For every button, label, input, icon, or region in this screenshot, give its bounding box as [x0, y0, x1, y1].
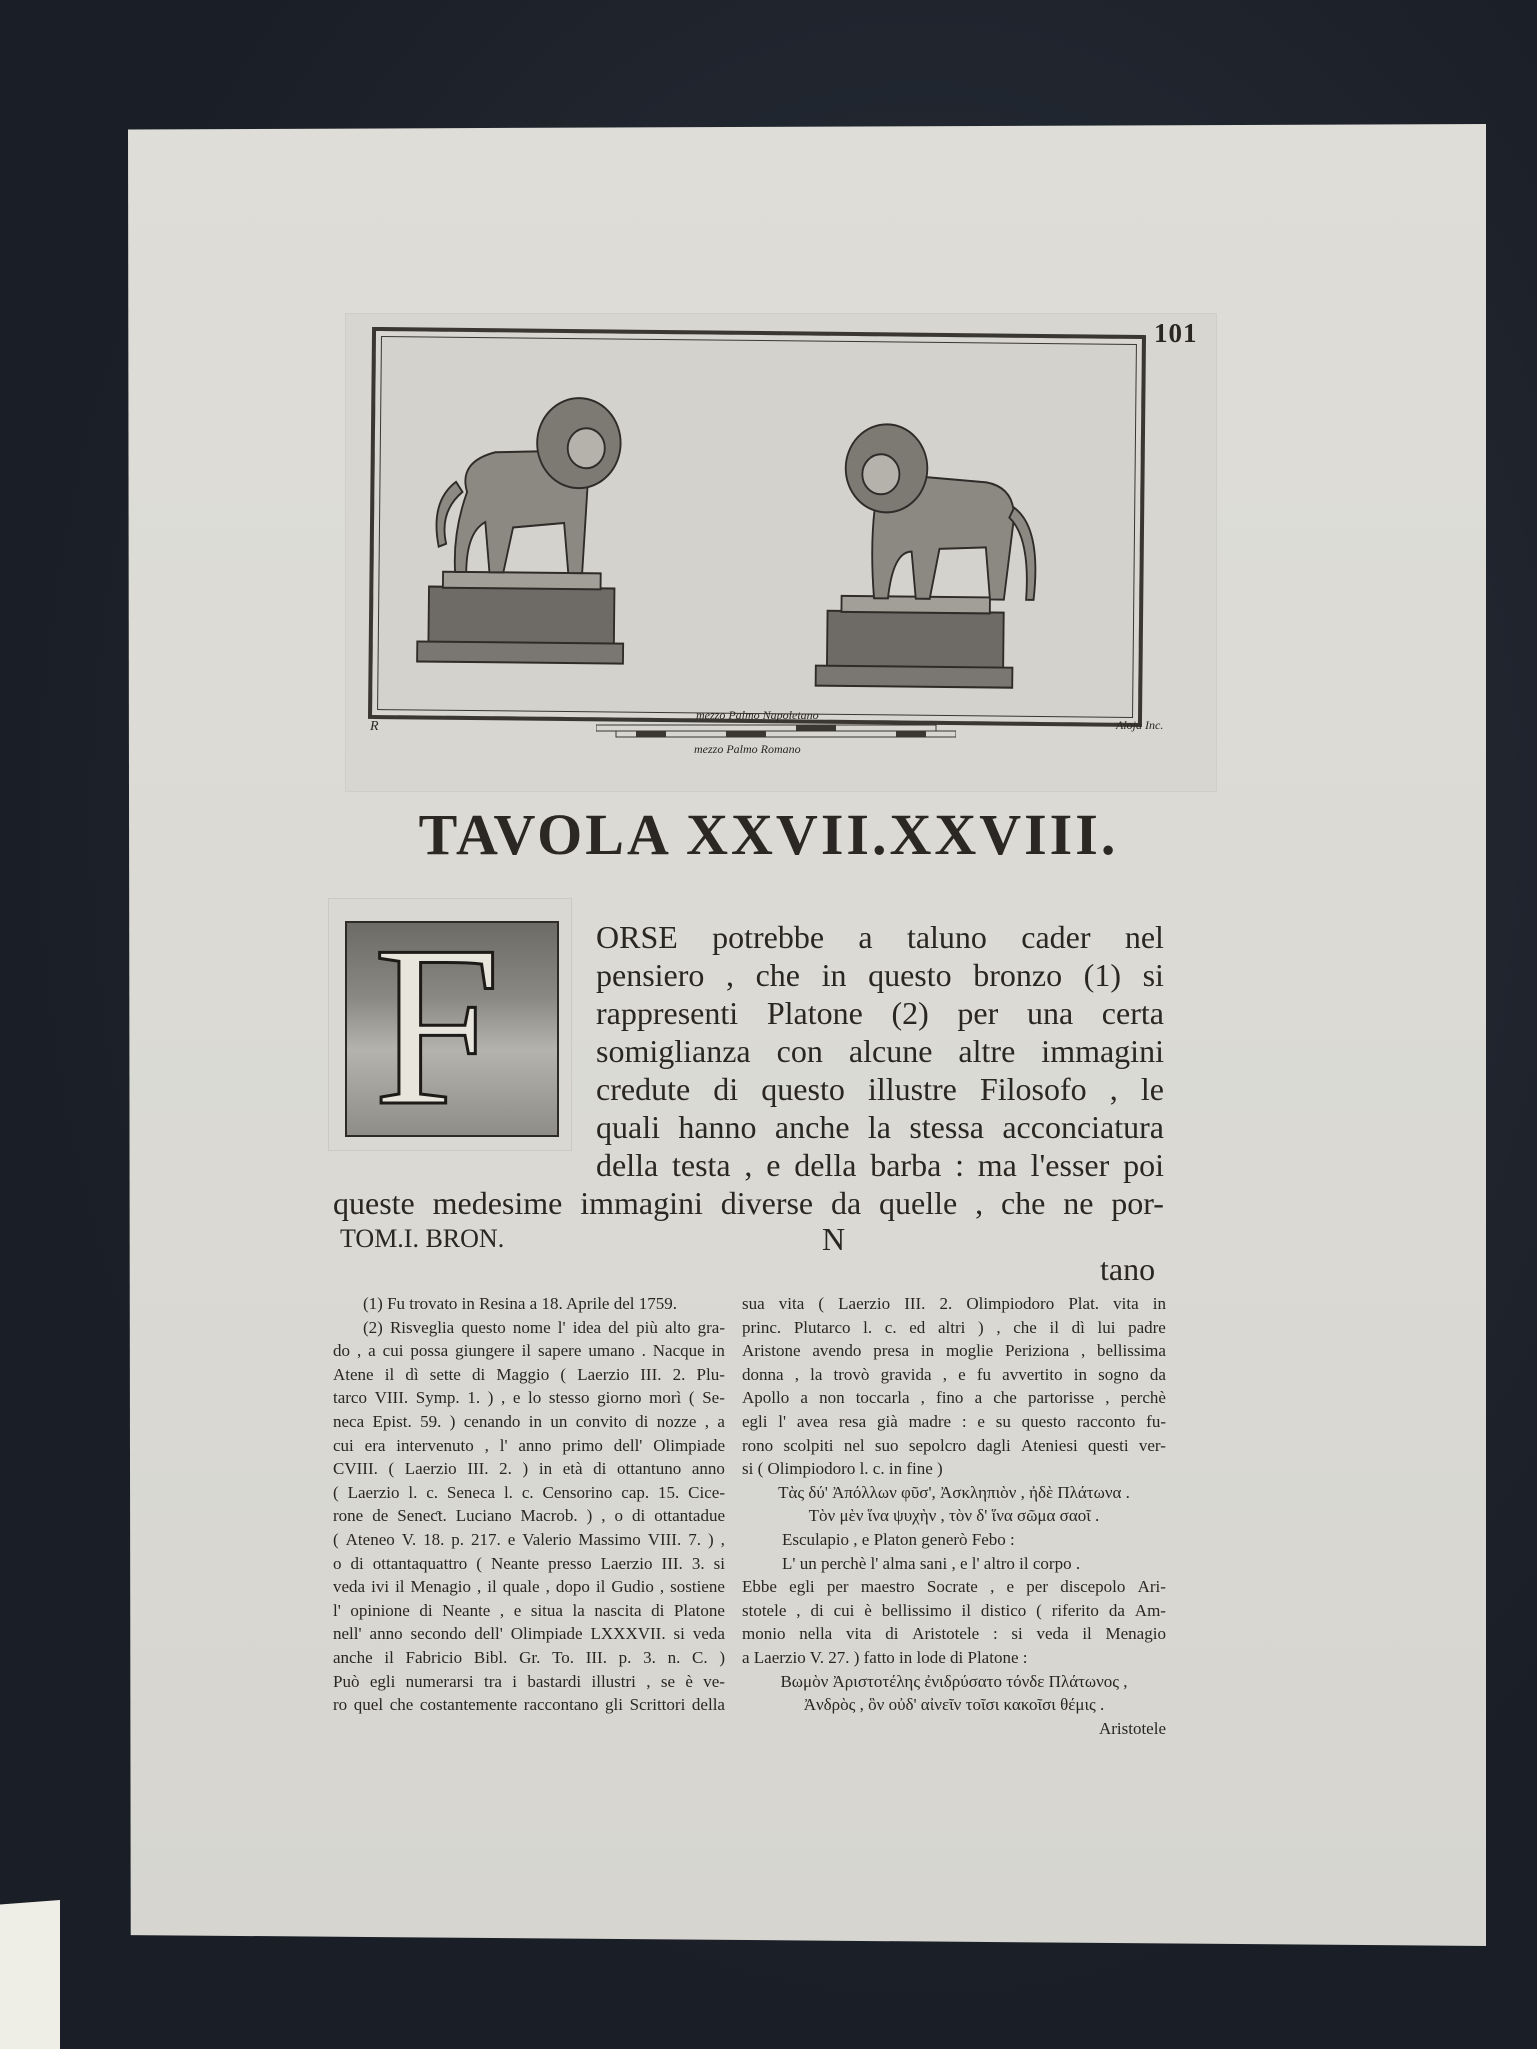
lion-statues-illustration [372, 331, 1142, 723]
footnote-line: o di ottantaquattro ( Neante presso Laerzio III. 3. si [333, 1553, 725, 1573]
footnote-line: ro quel che costantemente raccontano gli Scrittori della [333, 1695, 725, 1715]
engraving-plate [346, 314, 1216, 791]
footnote-line: (2) Risveglia questo nome l' idea del più alto gra- [363, 1317, 725, 1337]
footnote-line: sua vita ( Laerzio III. 2. Olimpiodoro Plat. vita in [742, 1294, 1166, 1313]
page-number: 101 [1150, 318, 1202, 348]
body-line: credute di questo illustre Filosofo , le [596, 1071, 1164, 1107]
engraving-frame [368, 327, 1146, 727]
engraver-credit: Aloja Inc. [1116, 718, 1164, 732]
signature-mark: N [822, 1221, 846, 1257]
body-line: ORSE potrebbe a taluno cader nel [596, 919, 1164, 955]
attribution: Aristotele [1098, 1718, 1166, 1738]
footnote-line: do , a cui possa giungere il sapere umano . Nacque in [333, 1341, 725, 1361]
italian-verse-line: Esculapio , e Platon generò Febo : [782, 1529, 1015, 1549]
greek-verse-line: Βωμὸν Ἀριστοτέλης ἐνιδρύσατο τόνδε Πλάτωνος , [780, 1671, 1128, 1691]
footnote-line: tarco VIII. Symp. 1. ) , e lo stesso giorno morì ( Se- [333, 1388, 725, 1408]
footnote-line: stotele , di cui è bellissimo il distico ( riferito da Am- [742, 1600, 1166, 1620]
footnote-line: egli l' avea resa già madre : e su questo racconto fu- [742, 1411, 1166, 1431]
archive-label [0, 1900, 60, 2049]
footnote-line: cui era intervenuto , l' anno primo dell' Olimpiade [333, 1435, 725, 1455]
scale-bar [596, 724, 956, 740]
signature-left: TOM.I. BRON. [340, 1224, 505, 1253]
right-lion-statue [816, 424, 1037, 688]
footnote-line: nell' anno secondo dell' Olimpiade LXXXVII. si veda [333, 1624, 725, 1644]
catchword: tano [1100, 1251, 1156, 1287]
footnote-line: Atene il dì sette di Maggio ( Laerzio III. 2. Plu- [333, 1364, 725, 1384]
footnote-line: Apollo a non toccarla , fino a che partorisse , perchè [742, 1388, 1166, 1408]
greek-verse-line: Τὰς δύ' Ἀπόλλων φῦσ', Ἀσκληπιὸν , ἠδὲ Πλάτωνα . [778, 1482, 1130, 1502]
footnote-line: veda ivi il Menagio , il quale , dopo il Gudio , sostiene [333, 1577, 725, 1597]
scale-label-napoletano: mezzo Palmo Napoletano [696, 708, 819, 722]
footnote-line: ( Ateneo V. 18. p. 217. e Valerio Massimo VIII. 7. ) , [333, 1529, 725, 1549]
body-line: della testa , e della barba : ma l'esser poi [596, 1147, 1164, 1183]
scale-label-romano: mezzo Palmo Romano [694, 742, 801, 756]
greek-verse-line: Ἀνδρὸς , ὃν οὐδ' αἰνεῖν τοῖσι κακοῖσι θέμις . [803, 1695, 1105, 1715]
footnote-line: si ( Olimpiodoro l. c. in fine ) [742, 1459, 943, 1479]
footnote-line: rono scolpiti nel suo sepolcro dagli Ateniesi questi ver- [742, 1435, 1166, 1455]
footnote-line: Aristone avendo presa in moglie Periziona , bellissima [742, 1341, 1166, 1361]
footnote-line: (1) Fu trovato in Resina a 18. Aprile del 1759. [363, 1294, 677, 1313]
dropcap-plate [329, 899, 571, 1150]
footnote-line: princ. Plutarco l. c. ed altri ) , che il dì lui padre [742, 1317, 1166, 1337]
footnote-line: rone de Seneƈt. Luciano Macrob. ) , o di ottantadue [333, 1506, 725, 1526]
footnote-line: Ebbe egli per maestro Socrate , e per discepolo Ari- [742, 1577, 1166, 1597]
dropcap-fountain-illustration [345, 921, 559, 1137]
footnote-line: a Laerzio V. 27. ) fatto in lode di Platone : [742, 1647, 1028, 1667]
footnotes-right-column [742, 1292, 1166, 1740]
footnote-line: CVIII. ( Laerzio III. 2. ) in età di ottantuno anno [333, 1459, 725, 1479]
dropcap-letter: F [373, 921, 501, 1137]
engraver-mark-left: R [370, 719, 379, 734]
body-line: pensiero , che in questo bronzo (1) si [596, 957, 1164, 993]
greek-verse-line: Τὸν μὲν ἵνα ψυχὴν , τὸν δ' ἵνα σῶμα σαοῖ . [808, 1506, 1100, 1526]
footnote-line: anche il Fabricio Bibl. Gr. To. III. p. 3. n. C. ) [333, 1647, 725, 1667]
footnote-line: neca Epist. 59. ) cenando in un convito di nozze , a [333, 1411, 725, 1431]
footnotes-left-column [333, 1292, 725, 1717]
body-line: quali hanno anche la stessa acconciatura [596, 1109, 1164, 1145]
footnote-line: donna , la trovò gravida , e fu avvertito in sogno da [742, 1364, 1166, 1384]
body-line: rappresenti Platone (2) per una certa [596, 995, 1164, 1031]
italian-verse-line: L' un perchè l' alma sani , e l' altro il corpo . [782, 1553, 1081, 1573]
footnote-line: Può egli numerarsi tra i bastardi illustri , se è ve- [333, 1671, 725, 1691]
footnote-line: l' opinione di Neante , e situa la nascita di Platone [333, 1600, 725, 1620]
plate-title: TAVOLA XXVII.XXVIII. [418, 802, 1119, 867]
body-line: somiglianza con alcune altre immagini [596, 1033, 1164, 1069]
footnote-line: ( Laerzio l. c. Seneca l. c. Censorino cap. 15. Cice- [333, 1482, 725, 1502]
footnote-line: monio nella vita di Aristotele : si veda il Menagio [742, 1624, 1166, 1644]
body-line: queste medesime immagini diverse da quelle , che ne por- [333, 1185, 1164, 1221]
left-lion-statue [417, 396, 626, 663]
